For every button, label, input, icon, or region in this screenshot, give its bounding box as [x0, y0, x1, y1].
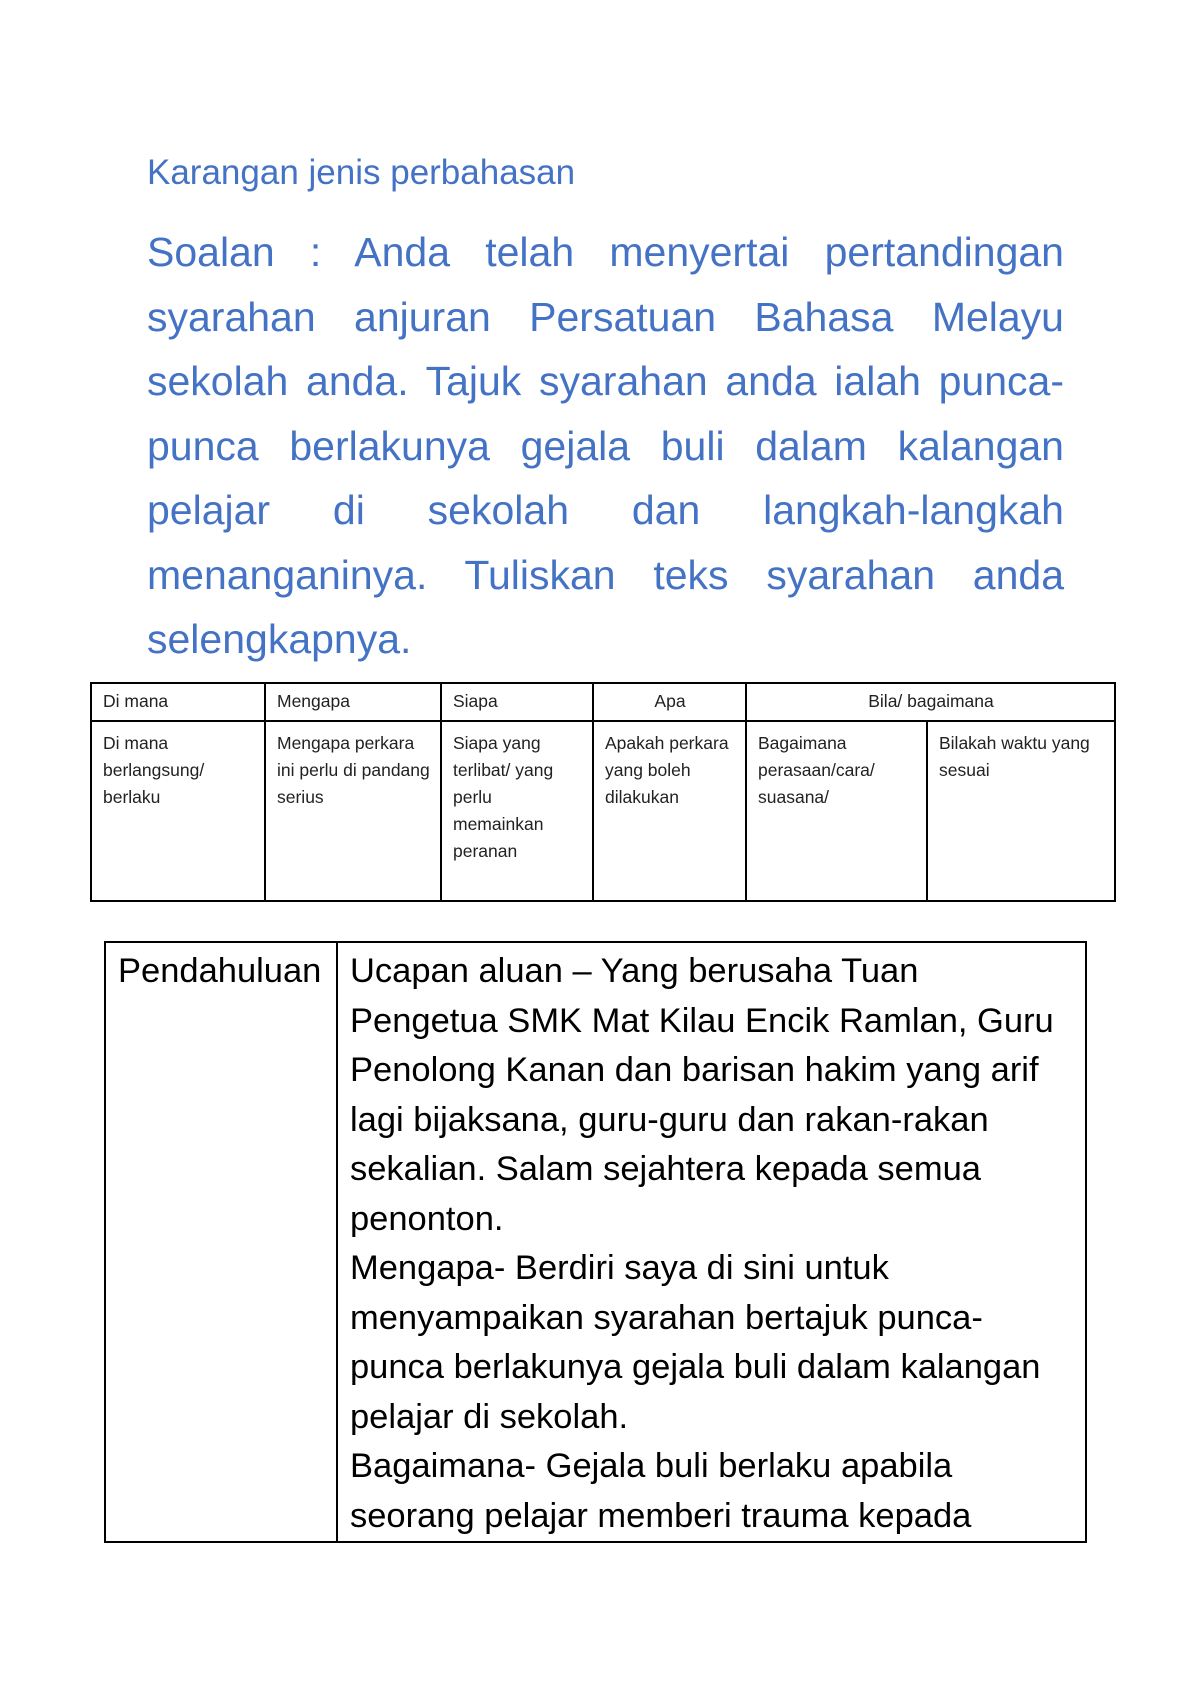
wh-body-cell: Di mana berlangsung/ berlaku: [91, 721, 265, 901]
wh-header-cell: Bila/ bagaimana: [746, 683, 1115, 721]
outline-paragraph: Mengapa- Berdiri saya di sini untuk menyampaikan syarahan bertajuk punca-punca berlakunya gejala buli dalam kalangan pelajar di sekolah.: [350, 1249, 1041, 1436]
wh-body-cell: Bilakah waktu yang sesuai: [927, 721, 1115, 901]
wh-body-cell: Siapa yang terlibat/ yang perlu memainkan peranan: [441, 721, 593, 901]
wh-header-row: [91, 683, 1115, 721]
essay-outline-table: [104, 941, 1087, 1543]
question-text: Soalan : Anda telah menyertai pertandingan syarahan anjuran Persatuan Bahasa Melayu sekolah anda. Tajuk syarahan anda ialah punca-punca berlakunya gejala buli dalam kalangan pelajar di sekolah dan langkah-langkah menanganinya. Tuliskan teks syarahan anda selengkapnya.: [147, 229, 1064, 662]
outline-paragraph: Ucapan aluan – Yang berusaha Tuan Pengetua SMK Mat Kilau Encik Ramlan, Guru Penolong Kanan dan barisan hakim yang arif lagi bijaksana, guru-guru dan rakan-rakan sekalian. Salam sejahtera kepada semua penonton.: [350, 952, 1054, 1238]
wh-body-row: [91, 721, 1115, 901]
section-label: Pendahuluan: [105, 942, 337, 1542]
outline-paragraph: Bagaimana- Gejala buli berlaku apabila seorang pelajar memberi trauma kepada: [350, 1447, 972, 1535]
wh-header-cell: Di mana: [91, 683, 265, 721]
wh-header-cell: Siapa: [441, 683, 593, 721]
outline-row: [105, 942, 1086, 1542]
section-content: [337, 942, 1086, 1542]
wh-header-cell: Mengapa: [265, 683, 441, 721]
wh-question-table: [90, 682, 1116, 902]
wh-body-cell: Mengapa perkara ini perlu di pandang serius: [265, 721, 441, 901]
wh-body-cell: Bagaimana perasaan/cara/ suasana/: [746, 721, 927, 901]
wh-header-cell: Apa: [593, 683, 746, 721]
page-subtitle: Karangan jenis perbahasan: [147, 153, 576, 192]
wh-body-cell: Apakah perkara yang boleh dilakukan: [593, 721, 746, 901]
